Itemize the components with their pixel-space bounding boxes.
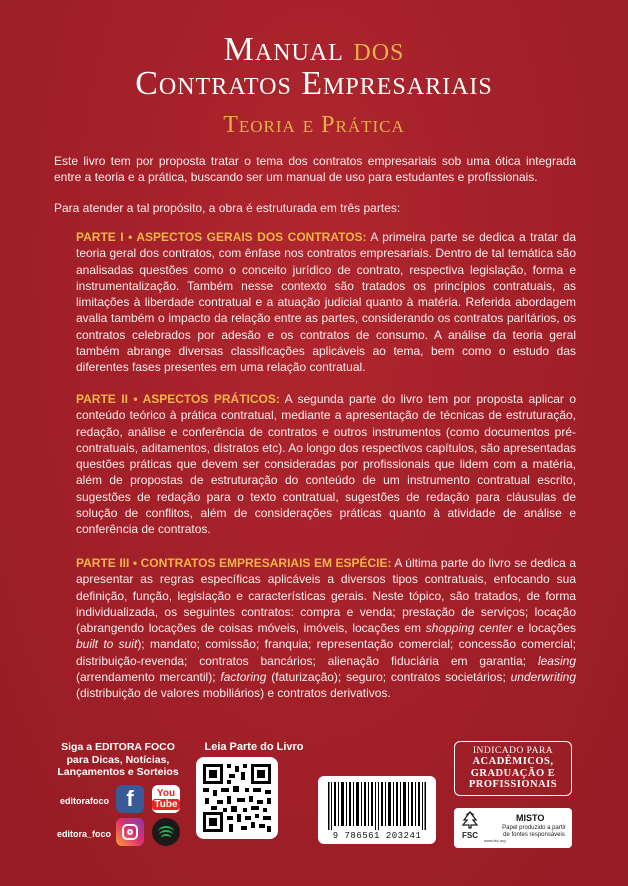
part-1-text: A primeira parte se dedica a tratar da teoria geral dos contratos, com ênfase nos contratos empresariais. Dentro de tal temática são analisadas questões como o conceito jurídico de contrato, respectiva legislação, forma e instrumentalização. Também nesse contexto são tratados os princípios contratuais, as limitações à liberdade contratual e a atuação judicial quanto à matéria. Referida abordagem avalia também o impacto da relação entre as partes, considerando os contratos paritários, os contratos celebrados por adesão e os contratos de consumo. A análise da teoria geral também abrange diversas classificações aplicáveis ao tema, bem como o estudo das diferentes fases presentes em uma relação contratual. — [76, 230, 577, 375]
title-word-dos: dos — [353, 31, 405, 68]
part-3-text-e: (faturização); seguro; contratos societários; — [271, 670, 506, 685]
spotify-waves-icon — [158, 826, 174, 838]
youtube-icon[interactable] — [152, 785, 180, 813]
fsc-tree-icon — [461, 811, 479, 829]
qr-code-graphic — [203, 764, 271, 832]
audience-line-1: ACADÊMICOS, — [472, 756, 554, 767]
part-3-text-d: (arrendamento mercantil); — [76, 670, 216, 685]
part-2-text: A segunda parte do livro tem por proposta aplicar o conteúdo teórico à prática contratual, mediante a apresentação de técnicas de estruturação, redação, análise e conferência de contratos e outros instrumentos (como documentos pré-contratuais, aditamentos, distratos etc). Ao longo dos respectivos capítulos, são apresentadas questões práticas que devem ser consideradas por profissionais que lidem com a matéria, além de propostas de estruturação do conteúdo de um instrumento contratual escrito, sugestões de redação para o texto contratual, sugestões de redação para cláusulas de solução de conflitos, além de considerações práticas quanto à atividade de análise e conferência de contratos. — [76, 392, 576, 537]
instagram-camera-icon — [122, 824, 138, 840]
audience-line-3: PROFISSIONAIS — [468, 779, 558, 790]
part-3-text-a: A última parte do livro se dedica a apresentar as regras específicas aplicáveis a diversos tipos contratuais, enfocando sua definição, função, legislação e características gerais. Neste tópico, são tratados, de forma individualizada, os seguintes contratos: compra e venda; prestação de serviços; locação (abrangendo locações de coisas móveis, imóveis, locações em — [76, 556, 576, 636]
title-word-manual: Manual — [223, 31, 344, 68]
fsc-certification — [454, 808, 572, 848]
audience-box — [454, 741, 572, 796]
part-2-paragraph — [76, 391, 576, 538]
qr-label: Leia Parte do Livro — [204, 741, 304, 753]
barcode-bars — [328, 782, 426, 830]
isbn-number: 9 786561 203241 — [332, 831, 422, 841]
facebook-glyph: f — [126, 786, 134, 811]
part-3-text-b: e locações — [517, 621, 576, 636]
youtube-glyph-tube: Tube — [154, 799, 178, 810]
part-3-italic-b: built to suit — [76, 637, 138, 652]
part-3-heading: PARTE III • CONTRATOS EMPRESARIAIS EM ESPÉCIE: — [76, 556, 392, 570]
spotify-icon[interactable] — [152, 818, 180, 846]
audience-heading: INDICADO PARA — [472, 746, 554, 756]
part-1-paragraph — [76, 229, 576, 376]
fsc-misto-label: MISTO — [516, 813, 545, 823]
part-1-heading: PARTE I • ASPECTOS GERAIS DOS CONTRATOS: — [76, 230, 367, 244]
audience-line-2: GRADUAÇÃO E — [470, 767, 556, 779]
youtube-glyph-you: You — [156, 788, 176, 799]
subtitle: Teoria e Prática — [223, 112, 405, 138]
intro-paragraph-1: Este livro tem por proposta tratar o tema dos contratos empresariais sob uma ótica integrada entre a teoria e a prática, buscando ser um manual de uso para estudantes e profissionais. — [54, 154, 576, 185]
part-3-italic-c: leasing — [537, 653, 576, 668]
part-2-heading: PARTE II • ASPECTOS PRÁTICOS: — [76, 392, 280, 406]
isbn-barcode — [318, 776, 436, 844]
part-3-italic-a: shopping center — [425, 621, 513, 636]
fsc-logo — [459, 811, 481, 845]
part-3-italic-e: underwriting — [510, 670, 576, 685]
qr-code[interactable] — [196, 757, 278, 839]
title-line-1 — [0, 32, 628, 68]
social-handle-editorafoco: editorafoco — [60, 796, 110, 806]
part-3-text-f: (distribuição de valores mobiliários) e contratos derivativos. — [76, 686, 391, 701]
fsc-label: FSC — [462, 831, 478, 840]
intro-paragraph-2: Para atender a tal propósito, a obra é estruturada em três partes: — [54, 201, 401, 215]
fsc-misto-description: Papel produzido a partir de fontes responsáveis — [502, 825, 566, 838]
part-3-italic-d: factoring — [220, 670, 267, 685]
instagram-icon[interactable] — [116, 818, 144, 846]
title-line-2: Contratos Empresariais — [135, 65, 493, 102]
part-3-text-c: ); mandato; comissão; franquia; representação comercial; concessão comercial; distribuição-revenda; contratos bancários; alienação fiduciária em garantia; — [76, 637, 576, 668]
facebook-icon[interactable] — [116, 785, 144, 813]
social-handle-editora-foco: editora_foco — [57, 829, 112, 839]
fsc-site: www.fsc.org — [484, 838, 506, 843]
follow-editora-text: Siga a EDITORA FOCO para Dicas, Notícias, Lançamentos e Sorteios — [57, 741, 179, 778]
part-3-paragraph — [76, 555, 576, 702]
